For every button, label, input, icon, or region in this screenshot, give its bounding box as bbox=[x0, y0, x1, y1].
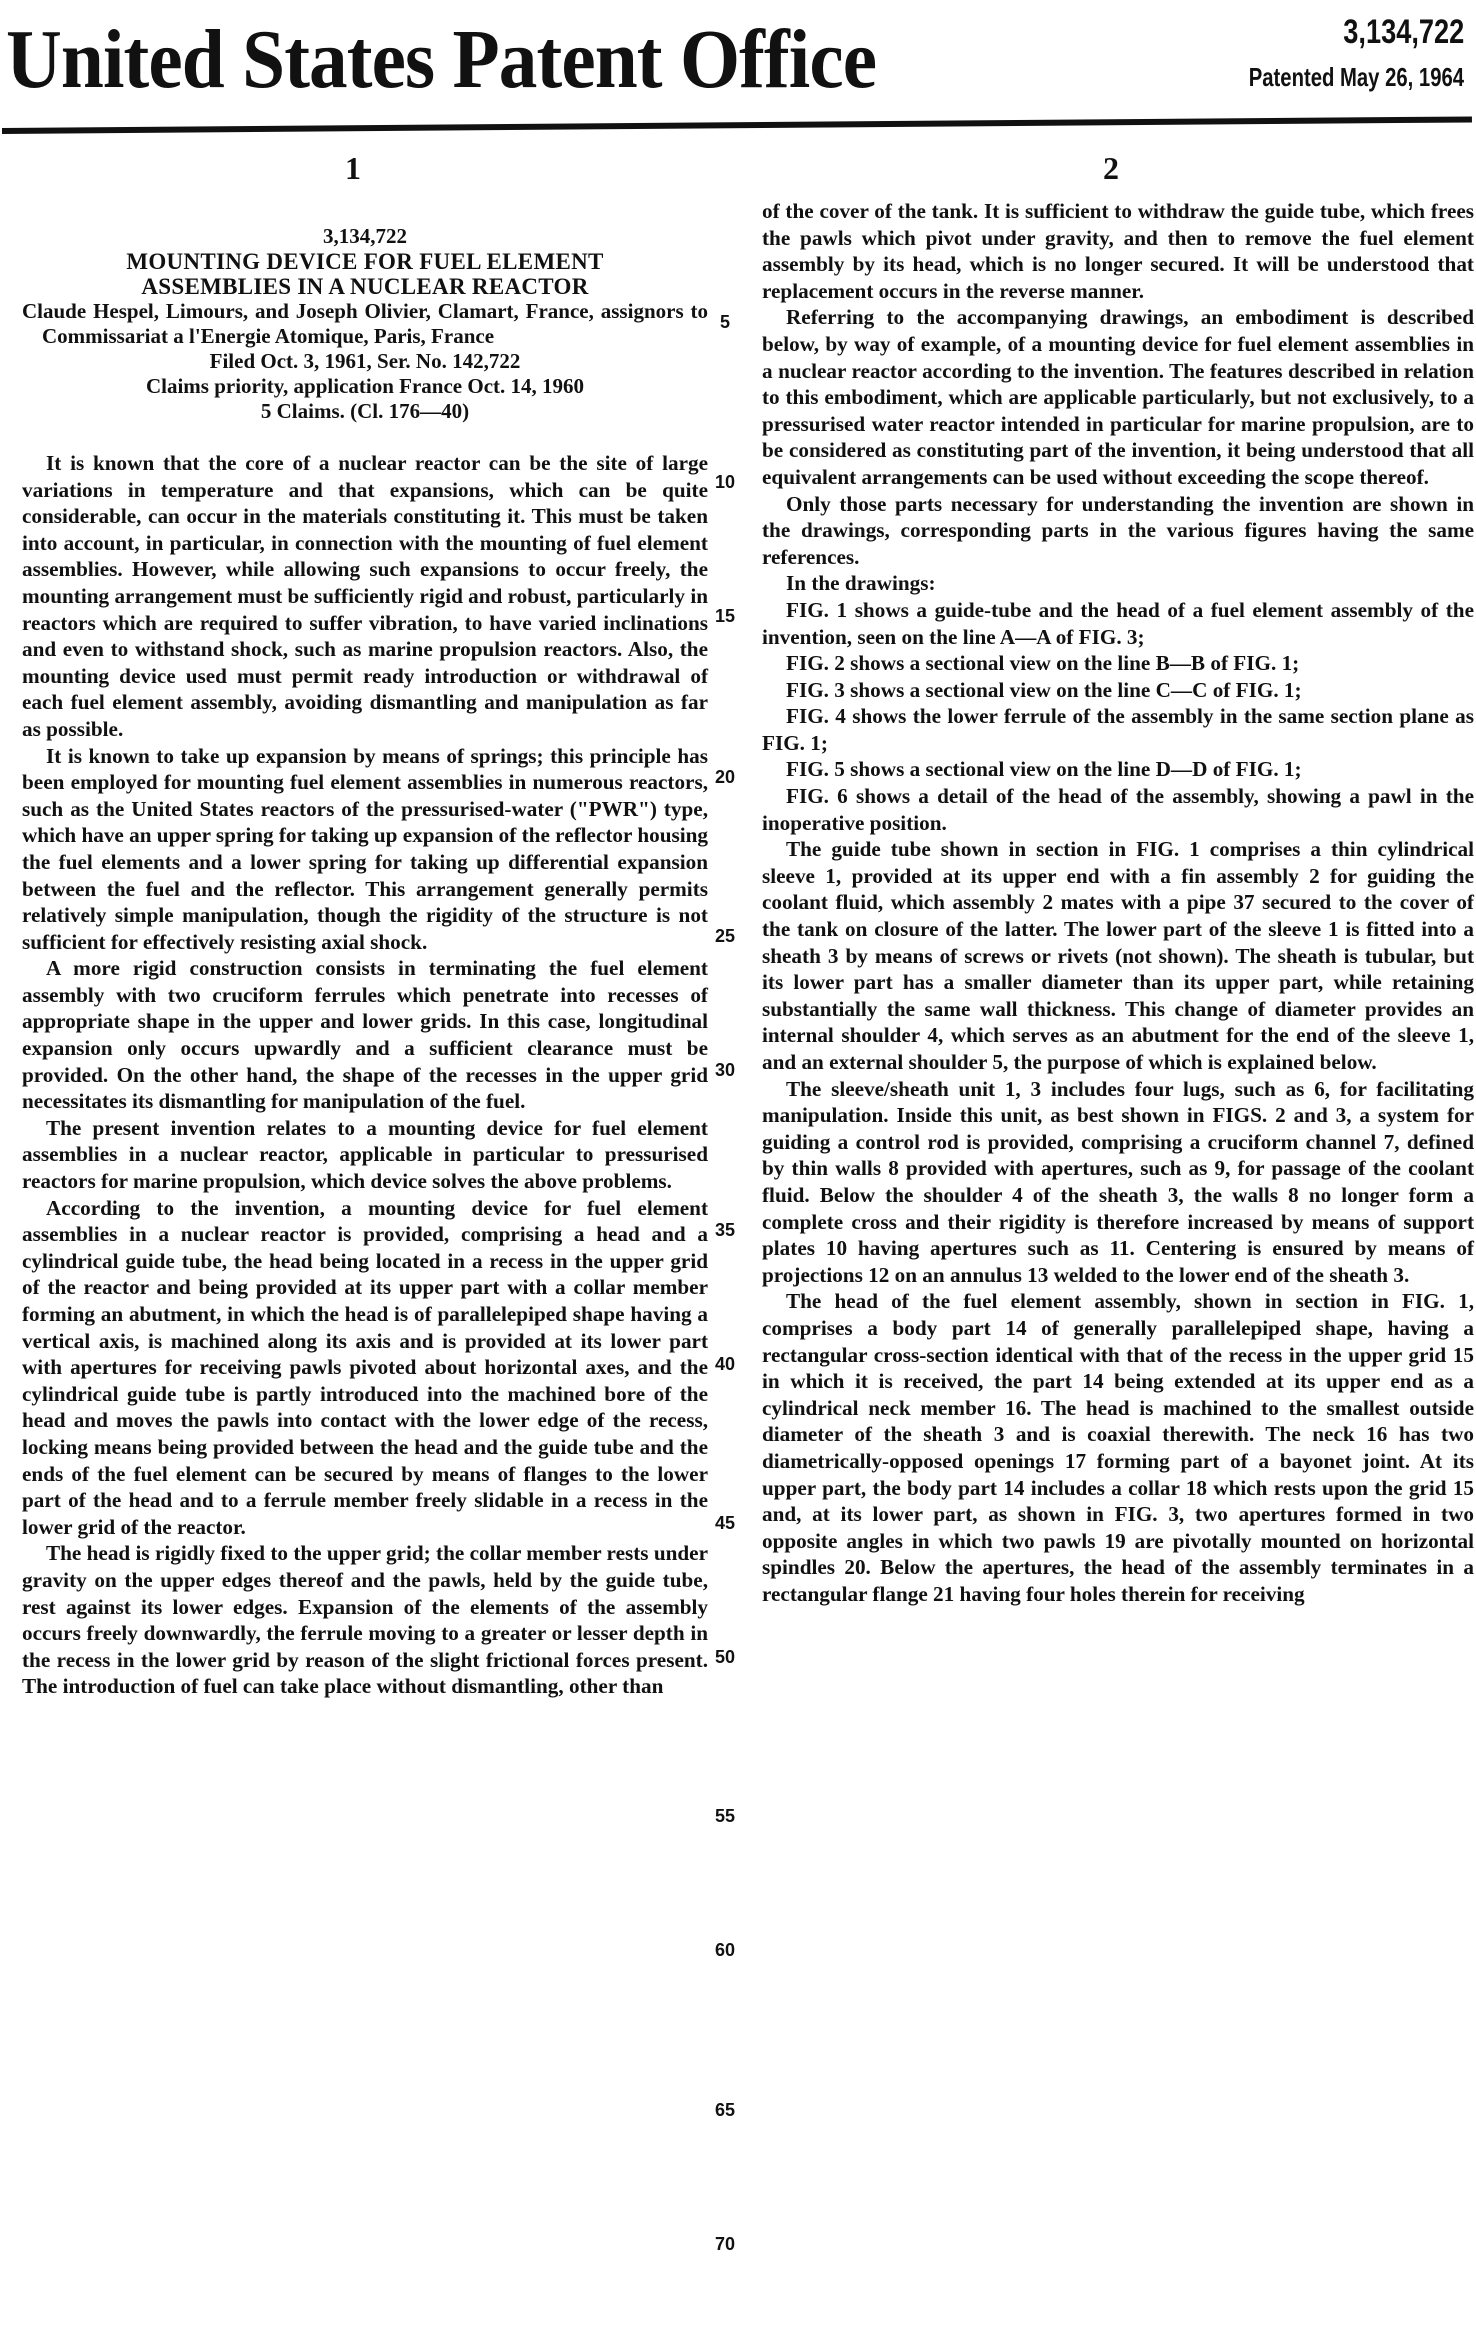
body-paragraph: of the cover of the tank. It is sufficient to withdraw the guide tube, which frees the pawls which pivot under gravity, and then to remove the fuel element assembly by its head, which is no longer secured. It will be understood that replacement occurs in the reverse manner. bbox=[762, 199, 1474, 303]
line-number: 30 bbox=[714, 1060, 736, 1080]
line-number: 60 bbox=[714, 1940, 736, 1960]
body-paragraph: A more rigid construction consists in terminating the fuel element assembly with two cruciform ferrules which penetrate into recesses of appropriate shape in the upper and lower grids. In this case, longitudinal expansion only occurs upwardly and a sufficient clearance must be provided. On the other hand, the shape of the recesses in the upper grid necessitates its dismantling for manipulation of the fuel. bbox=[22, 956, 708, 1114]
body-paragraph: The sleeve/sheath unit 1, 3 includes four lugs, such as 6, for facilitating manipulation. Inside this unit, as best shown in FIGS. 2 and 3, a system for guiding a control rod is provided, comprising a cruciform channel 7, defined by thin walls 8 provided with apertures, such as 9, for passage of the coolant fluid. Below the shoulder 4 of the sheath 3, the walls 8 no longer form a complete cross and their rigidity is therefore increased by means of support plates 10 having apertures such as 11. Centering is ensured by means of projections 12 on an annulus 13 welded to the lower end of the sheath 3. bbox=[762, 1076, 1474, 1287]
line-number: 70 bbox=[714, 2234, 736, 2254]
line-number: 10 bbox=[714, 472, 736, 492]
heading-title-line1: MOUNTING DEVICE FOR FUEL ELEMENT bbox=[126, 249, 604, 274]
line-number: 50 bbox=[714, 1647, 736, 1667]
figure-description: FIG. 2 shows a sectional view on the line B—B of FIG. 1; bbox=[786, 651, 1300, 676]
patent-number: 3,134,722 bbox=[1342, 13, 1464, 51]
body-paragraph: In the drawings: bbox=[786, 571, 936, 596]
column-right bbox=[762, 198, 1474, 1607]
body-paragraph: The head is rigidly fixed to the upper grid; the collar member rests under gravity on the upper edges thereof and the pawls, held by the guide tube, rest against its lower edges. Expansion of the elements of the assembly occurs freely downwardly, the ferrule moving to a greater or lesser depth in the recess in the lower grid by reason of the slight frictional forces present. The introduction of fuel can take place without dismantling, other than bbox=[22, 1541, 708, 1699]
line-number: 45 bbox=[714, 1513, 736, 1533]
line-number: 25 bbox=[714, 926, 736, 946]
line-number: 5 bbox=[719, 312, 730, 332]
heading-patent-number: 3,134,722 bbox=[323, 224, 407, 248]
line-number: 65 bbox=[714, 2100, 736, 2120]
column-left bbox=[22, 224, 708, 1700]
figure-description: FIG. 1 shows a guide-tube and the head of a fuel element assembly of the invention, seen on the line A—A of FIG. 3; bbox=[762, 597, 1474, 649]
patented-date: Patented May 26, 1964 bbox=[1248, 62, 1464, 92]
body-paragraph: Referring to the accompanying drawings, an embodiment is described below, by way of example, of a mounting device for fuel element assemblies in a nuclear reactor according to the invention. The features described in relation to this embodiment, which are applicable particularly, but not exclusively, to a pressurised water reactor intended in particular for marine propulsion, are to be considered as constituting part of the invention, it being understood that all equivalent arrangements can be used without exceeding the scope thereof. bbox=[762, 305, 1474, 489]
filing-info: Filed Oct. 3, 1961, Ser. No. 142,722 bbox=[209, 349, 521, 373]
body-paragraph: The present invention relates to a mounting device for fuel element assemblies in a nuclear reactor, applicable in particular to pressurised reactors for marine propulsion, which device solves the above problems. bbox=[22, 1115, 708, 1194]
body-paragraph: It is known to take up expansion by means of springs; this principle has been employed for mounting fuel element assemblies in numerous reactors, such as the United States reactors of the pressurised-water ("PWR") type, which have an upper spring for taking up expansion of the reflector housing the fuel elements and a lower spring for taking up differential expansion between the fuel and the reflector. This arrangement generally permits relatively simple manipulation, though the rigidity of the structure is not sufficient for effectively resisting axial shock. bbox=[22, 743, 708, 954]
line-number: 20 bbox=[714, 767, 736, 787]
claims-info: 5 Claims. (Cl. 176—40) bbox=[260, 399, 470, 423]
patent-heading bbox=[22, 224, 708, 424]
body-paragraph: The guide tube shown in section in FIG. 1 comprises a thin cylindrical sleeve 1, provided at its upper end with a fin assembly 2 for guiding the coolant fluid, which assembly 2 mates with a pipe 37 secured to the cover of the tank on closure of the latter. The lower part of the sleeve 1 is fitted into a sheath 3 by means of screws or rivets (not shown). The sheath is tubular, but its lower part has a smaller diameter than its upper part, while retaining substantially the same wall thickness. This change of diameter provides an internal shoulder 4, which serves as an abutment for the end of the sleeve 1, and an external shoulder 5, the purpose of which is explained below. bbox=[762, 837, 1474, 1074]
heading-title-line2: ASSEMBLIES IN A NUCLEAR REACTOR bbox=[141, 274, 589, 299]
body-paragraph: Only those parts necessary for understanding the invention are shown in the drawings, corresponding parts in the various figures having the same references. bbox=[762, 491, 1474, 569]
spacer bbox=[22, 424, 708, 450]
priority-info: Claims priority, application France Oct. 14, 1960 bbox=[145, 374, 585, 398]
body-paragraph: According to the invention, a mounting device for fuel element assemblies in a nuclear reactor is provided, comprising a head and a cylindrical guide tube, the head being located in a recess in the upper grid of the reactor and being provided at its upper part with a collar member forming an abutment, in which the head is of parallelepiped shape having a vertical axis, is machined along its axis and is provided at its lower part with apertures for receiving pawls pivoted about horizontal axes, and the cylindrical guide tube is partly introduced into the machined bore of the head and moves the pawls into contact with the lower edge of the recess, locking means being provided between the head and the guide tube and the ends of the fuel element can be secured by means of flanges to the lower part of the head and to a ferrule member freely slidable in a recess in the lower grid of the reactor. bbox=[22, 1195, 708, 1539]
line-number: 40 bbox=[714, 1354, 736, 1374]
patent-office-title: United States Patent Office bbox=[6, 13, 877, 106]
column-number-right: 2 bbox=[1103, 150, 1119, 186]
figure-description: FIG. 6 shows a detail of the head of the assembly, showing a pawl in the inoperative position. bbox=[762, 784, 1474, 835]
figure-description: FIG. 3 shows a sectional view on the line C—C of FIG. 1; bbox=[786, 677, 1302, 702]
figure-description: FIG. 4 shows the lower ferrule of the assembly in the same section plane as FIG. 1; bbox=[762, 704, 1474, 755]
line-number: 35 bbox=[714, 1220, 736, 1240]
body-paragraph: It is known that the core of a nuclear reactor can be the site of large variations in temperature and that expansions, which can be quite considerable, can occur in the materials constituting it. This must be taken into account, in particular, in connection with the mounting of fuel element assemblies. However, while allowing such expansions to occur freely, the mounting arrangement must be sufficiently rigid and robust, particularly in reactors which are required to suffer vibration, to have varied inclinations and even to withstand shock, such as marine propulsion reactors. Also, the mounting device used must permit ready introduction or withdrawal of each fuel element assembly, avoiding dismantling and manipulation as far as possible. bbox=[22, 451, 708, 741]
masthead bbox=[4, 10, 1472, 130]
line-number: 15 bbox=[714, 606, 736, 626]
inventors: Claude Hespel, Limours, and Joseph Olivier, Clamart, France, assignors to Commissariat a l'Energie Atomique, Paris, France bbox=[22, 299, 708, 348]
column-number-left: 1 bbox=[345, 150, 361, 186]
body-paragraph: The head of the fuel element assembly, shown in section in FIG. 1, comprises a body part 14 of generally parallelepiped shape, having a rectangular cross-section identical with that of the recess in the upper grid 15 in which it is received, the part 14 being extended at its upper end as a cylindrical neck member 16. The head is machined to the smallest outside diameter of the sheath 3 and is coaxial therewith. The neck 16 has two diametrically-opposed openings 17 forming part of a bayonet joint. At its upper part, the body part 14 includes a collar 18 which rests upon the grid 15 and, at its lower part, as shown in FIG. 3, two apertures formed in two opposite angles in which two pawls 19 are pivotally mounted on horizontal spindles 20. Below the apertures, the head of the assembly terminates in a rectangular flange 21 having four holes therein for receiving bbox=[762, 1289, 1474, 1606]
figure-description: FIG. 5 shows a sectional view on the line D—D of FIG. 1; bbox=[786, 757, 1302, 782]
line-number: 55 bbox=[714, 1806, 736, 1826]
